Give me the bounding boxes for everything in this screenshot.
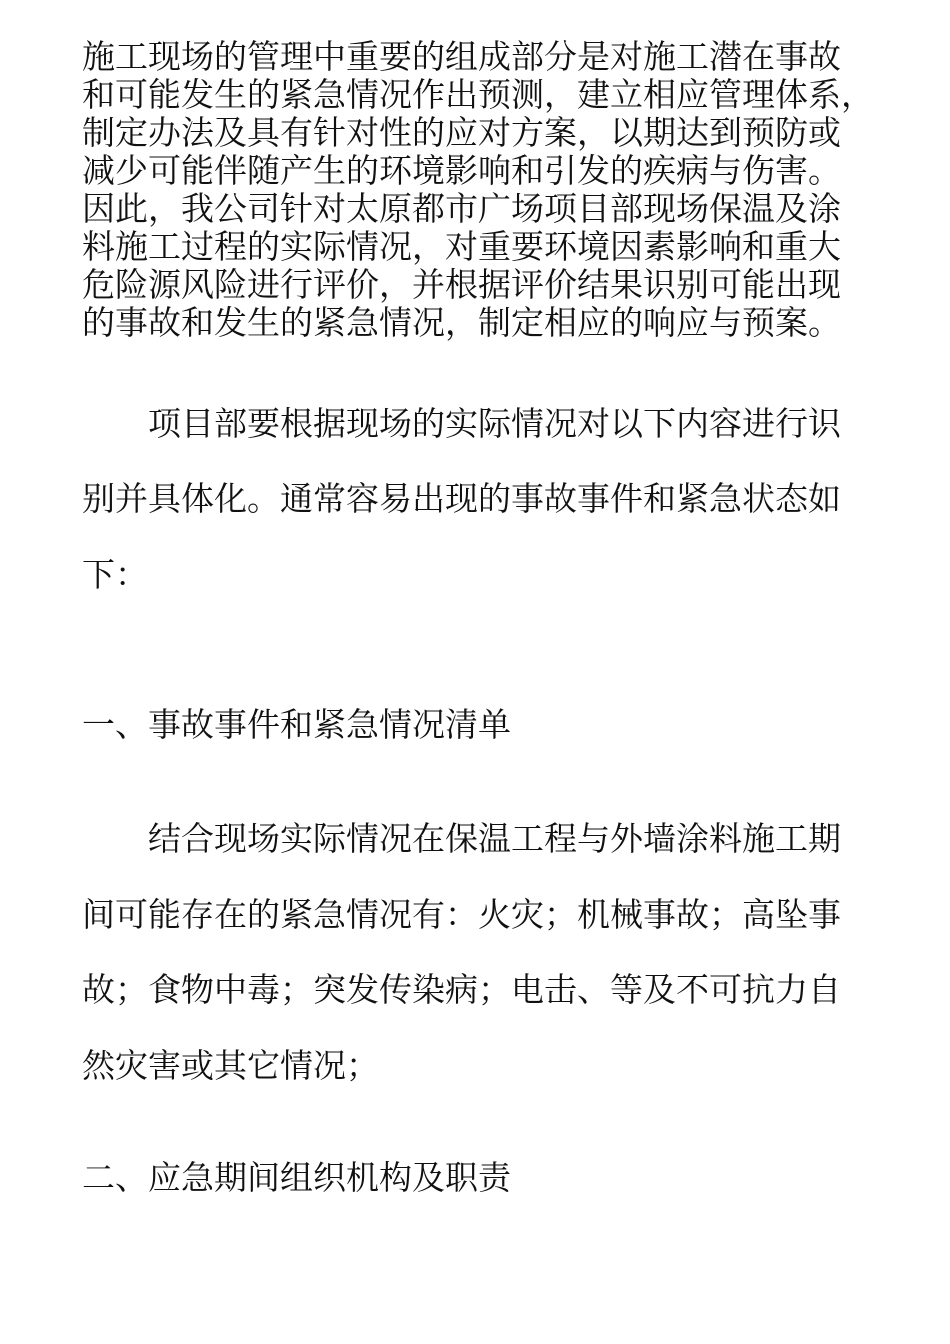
section-heading-2: 二、应急期间组织机构及职责 <box>82 1158 511 1197</box>
paragraph-2-line-3: 下： <box>82 555 148 594</box>
paragraph-1-line-8: 的事故和发生的紧急情况，制定相应的响应与预案。 <box>82 303 841 342</box>
paragraph-2-line-1: 项目部要根据现场的实际情况对以下内容进行识 <box>148 404 841 443</box>
paragraph-2-line-2: 别并具体化。通常容易出现的事故事件和紧急状态如 <box>82 479 841 518</box>
paragraph-3-line-2: 间可能存在的紧急情况有：火灾；机械事故；高坠事 <box>82 895 841 934</box>
paragraph-1-line-7: 危险源风险进行评价，并根据评价结果识别可能出现 <box>82 265 841 304</box>
paragraph-3-line-4: 然灾害或其它情况； <box>82 1046 379 1085</box>
paragraph-1-line-2: 和可能发生的紧急情况作出预测，建立相应管理体系， <box>82 75 874 114</box>
paragraph-1-line-3: 制定办法及具有针对性的应对方案，以期达到预防或 <box>82 113 841 152</box>
paragraph-1-line-1: 施工现场的管理中重要的组成部分是对施工潜在事故 <box>82 37 841 76</box>
paragraph-3-line-1: 结合现场实际情况在保温工程与外墙涂料施工期 <box>148 819 841 858</box>
paragraph-1-line-5: 因此，我公司针对太原都市广场项目部现场保温及涂 <box>82 189 841 228</box>
paragraph-3-line-3: 故；食物中毒；突发传染病；电击、等及不可抗力自 <box>82 970 841 1009</box>
paragraph-1-line-4: 减少可能伴随产生的环境影响和引发的疾病与伤害。 <box>82 151 841 190</box>
section-heading-1: 一、事故事件和紧急情况清单 <box>82 705 511 744</box>
paragraph-1-line-6: 料施工过程的实际情况，对重要环境因素影响和重大 <box>82 227 841 266</box>
